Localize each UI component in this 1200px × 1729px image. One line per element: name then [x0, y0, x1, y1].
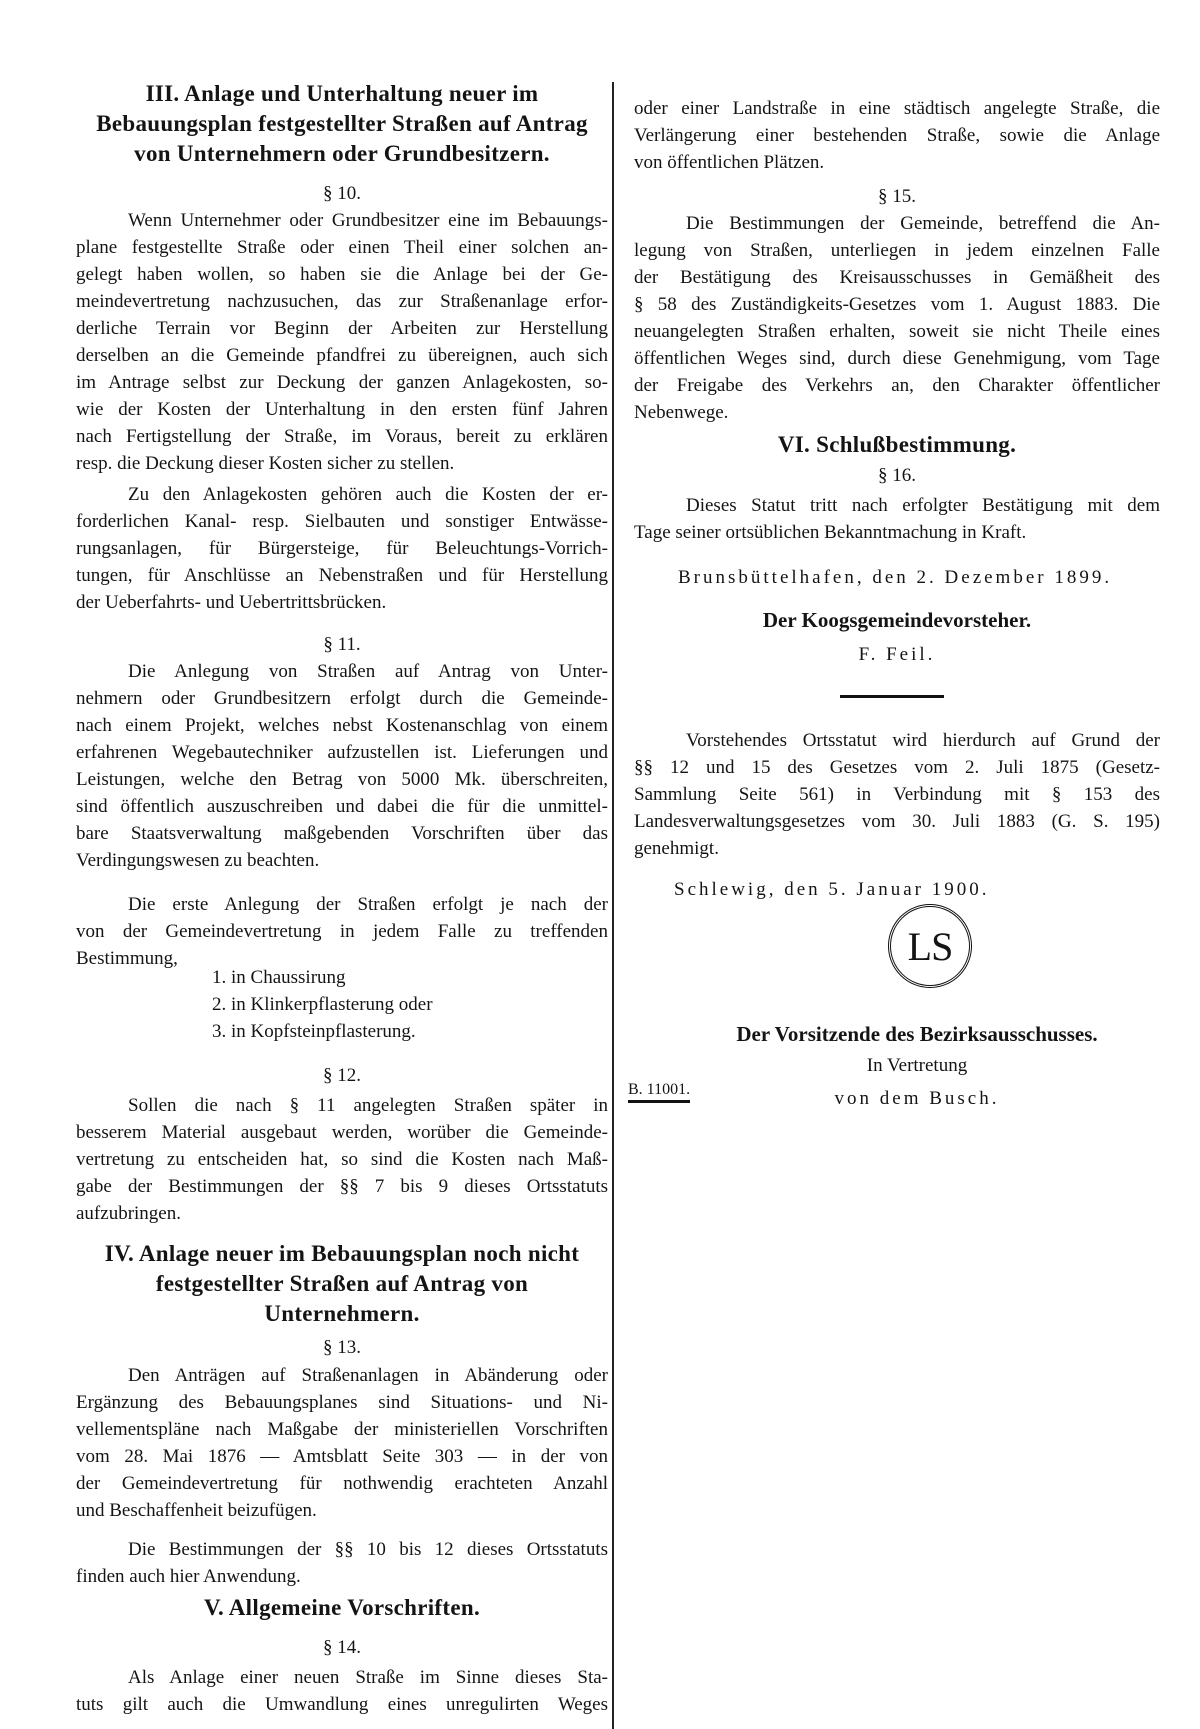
text-line: nehmern oder Grundbesitzern erfolgt durch die Gemeinde-	[76, 688, 608, 709]
text-line: § 58 des Zuständigkeits-Gesetzes vom 1. August 1883. Die	[634, 294, 1160, 315]
section-heading-iv	[76, 1239, 608, 1329]
text-line: Unternehmern.	[264, 1301, 420, 1326]
text-line: oder einer Landstraße in eine städtisch angelegte Straße, die	[634, 98, 1160, 119]
text-line: Nebenwege.	[634, 402, 729, 423]
signer-name-busch: von dem Busch.	[834, 1088, 1000, 1109]
text-line: erfahrenen Wegebautechniker aufzustellen ist. Lieferungen und	[76, 742, 608, 763]
text-line: Die Bestimmungen der Gemeinde, betreffend die An-	[686, 213, 1160, 234]
text-line: Verlängerung einer bestehenden Straße, sowie die Anlage	[634, 125, 1160, 146]
section-heading-vi	[634, 430, 1160, 460]
text-line: gabe der Bestimmungen der §§ 7 bis 9 dieses Ortsstatuts	[76, 1176, 608, 1197]
text-line: der Gemeindevertretung für nothwendig erachteten Anzahl	[76, 1473, 608, 1494]
text-line: Als Anlage einer neuen Straße im Sinne dieses Sta-	[128, 1667, 608, 1688]
text-line: öffentlichen Weges sind, durch diese Genehmigung, vom Tage	[634, 348, 1160, 369]
text-line: neuangelegten Straßen erhalten, soweit sie nicht Theile eines	[634, 321, 1160, 342]
text-line: plane festgestellte Straße oder einen Theil einer solchen an-	[76, 237, 608, 258]
paragraph-13-reference	[76, 1536, 608, 1590]
text-line: rungsanlagen, für Bürgersteige, für Beleuchtungs-Vorrich-	[76, 538, 608, 559]
text-line: der Ueberfahrts- und Uebertrittsbrücken.	[76, 592, 387, 613]
text-line: Zu den Anlagekosten gehören auch die Kosten der er-	[128, 484, 608, 505]
text-line: vom 28. Mai 1876 — Amtsblatt Seite 303 — in der von	[76, 1446, 608, 1467]
text-line: von öffentlichen Plätzen.	[634, 152, 825, 173]
text-line: V. Allgemeine Vorschriften.	[204, 1595, 480, 1620]
text-line: 2. in Klinkerpflasterung oder	[212, 994, 433, 1015]
separator-rule	[840, 695, 944, 698]
text-line: Bestimmung,	[76, 948, 178, 969]
paragraph-number-15: § 15.	[878, 186, 916, 207]
text-line: sind öffentlich auszuschreiben und dabei die für die unmittel-	[76, 796, 608, 817]
text-line: von Unternehmern oder Grundbesitzern.	[134, 141, 550, 166]
text-line: der Bestätigung des Kreisausschusses in Gemäßheit des	[634, 267, 1160, 288]
text-line: besserem Material ausgebaut werden, worüber die Gemeinde-	[76, 1122, 608, 1143]
paragraph-10-text	[76, 207, 608, 477]
seal-lettering: LS	[907, 923, 953, 969]
text-line: im Antrage selbst zur Deckung der ganzen Anlagekosten, so-	[76, 372, 608, 393]
text-line: Den Anträgen auf Straßenanlagen in Abänderung oder	[128, 1365, 608, 1386]
paragraph-number-11: § 11.	[323, 634, 361, 655]
document-reference-number: B. 11001.	[628, 1081, 690, 1103]
paragraph-number-16: § 16.	[878, 465, 916, 486]
signer-title-koogsgemeindevorsteher: Der Koogsgemeindevorsteher.	[762, 608, 1032, 632]
text-line: §§ 12 und 15 des Gesetzes vom 2. Juli 1875 (Gesetz-	[634, 757, 1160, 778]
section-heading-iii	[76, 79, 608, 169]
text-line: Tage seiner ortsüblichen Bekanntmachung in Kraft.	[634, 522, 1027, 543]
text-line: legung von Straßen, unterliegen in jedem einzelnen Falle	[634, 240, 1160, 261]
paragraph-11-text	[76, 658, 608, 874]
paragraph-14-text	[76, 1664, 608, 1718]
place-date-schlewig: Schlewig, den 5. Januar 1900.	[674, 879, 990, 900]
text-line: vertretung zu entscheiden hat, so sind die Kosten nach Maß-	[76, 1149, 608, 1170]
text-line: Die Bestimmungen der §§ 10 bis 12 dieses Ortsstatuts	[128, 1539, 608, 1560]
paragraph-number-10: § 10.	[323, 183, 361, 204]
text-line: wie der Kosten der Unterhaltung in den ersten fünf Jahren	[76, 399, 608, 420]
text-line: IV. Anlage neuer im Bebauungsplan noch nicht	[104, 1241, 580, 1266]
paragraph-10-costs	[76, 481, 608, 616]
text-line: resp. die Deckung dieser Kosten sicher zu stellen.	[76, 453, 455, 474]
text-line: 3. in Kopfsteinpflasterung.	[212, 1021, 416, 1042]
text-line: forderlichen Kanal- resp. Sielbauten und sonstiger Entwässe-	[76, 511, 608, 532]
text-line: vellementspläne nach Maßgabe der ministeriellen Vorschriften	[76, 1419, 608, 1440]
paragraph-13-text	[76, 1362, 608, 1524]
text-line: aufzubringen.	[76, 1203, 181, 1224]
text-line: Vorstehendes Ortsstatut wird hierdurch auf Grund der	[686, 730, 1160, 751]
signer-name-feil: F. Feil.	[858, 644, 936, 665]
signer-role: In Vertretung	[866, 1055, 968, 1076]
text-line: tuts gilt auch die Umwandlung eines unregulirten Weges	[76, 1694, 608, 1715]
column-divider	[612, 82, 614, 1729]
text-line: bare Staatsverwaltung maßgebenden Vorschriften über das	[76, 823, 608, 844]
text-line: derselben an die Gemeinde pfandfrei zu übereignen, auch sich	[76, 345, 608, 366]
paragraph-number-14: § 14.	[323, 1637, 361, 1658]
paragraph-14-continued	[634, 95, 1160, 176]
paragraph-number-13: § 13.	[323, 1337, 361, 1358]
text-line: Dieses Statut tritt nach erfolgter Bestätigung mit dem	[686, 495, 1160, 516]
text-line: Landesverwaltungsgesetzes vom 30. Juli 1883 (G. S. 195)	[634, 811, 1160, 832]
text-line: Die erste Anlegung der Straßen erfolgt je nach der	[128, 894, 608, 915]
text-line: genehmigt.	[634, 838, 719, 859]
text-line: meindevertretung nachzusuchen, das zur Straßenanlage erfor-	[76, 291, 608, 312]
approval-text	[634, 727, 1160, 862]
text-line: der Freigabe des Verkehrs an, den Charakter öffentlicher	[634, 375, 1160, 396]
text-line: nach Fertigstellung der Straße, im Voraus, bereit zu erklären	[76, 426, 608, 447]
text-line: III. Anlage und Unterhaltung neuer im	[145, 81, 539, 106]
paving-options-list	[212, 964, 512, 1045]
paragraph-number-12: § 12.	[323, 1065, 361, 1086]
paragraph-11-first-construction	[76, 891, 608, 972]
text-line: Sollen die nach § 11 angelegten Straßen später in	[128, 1095, 608, 1116]
section-heading-v	[76, 1593, 608, 1623]
text-line: finden auch hier Anwendung.	[76, 1566, 301, 1587]
text-line: Bebauungsplan festgestellter Straßen auf Antrag	[96, 111, 588, 136]
text-line: Leistungen, welche den Betrag von 5000 Mk. überschreiten,	[76, 769, 608, 790]
signer-title-bezirksausschuss: Der Vorsitzende des Bezirksausschusses.	[736, 1022, 1098, 1046]
text-line: tungen, für Anschlüsse an Nebenstraßen und für Herstellung	[76, 565, 608, 586]
place-date-brunsbuettelhafen: Brunsbüttelhafen, den 2. Dezember 1899.	[678, 567, 1113, 588]
text-line: festgestellter Straßen auf Antrag von	[155, 1271, 529, 1296]
text-line: von der Gemeindevertretung in jedem Falle zu treffenden	[76, 921, 608, 942]
text-line: Wenn Unternehmer oder Grundbesitzer eine im Bebauungs-	[128, 210, 608, 231]
text-line: und Beschaffenheit beizufügen.	[76, 1500, 317, 1521]
paragraph-12-text	[76, 1092, 608, 1227]
text-line: nach einem Projekt, welches nebst Kostenanschlag von einem	[76, 715, 608, 736]
paragraph-16-text	[634, 492, 1160, 546]
text-line: 1. in Chaussirung	[212, 967, 346, 988]
seal-stamp	[888, 904, 972, 988]
text-line: Verdingungswesen zu beachten.	[76, 850, 320, 871]
text-line: derliche Terrain vor Beginn der Arbeiten zur Herstellung	[76, 318, 608, 339]
text-line: Die Anlegung von Straßen auf Antrag von Unter-	[128, 661, 608, 682]
text-line: Sammlung Seite 561) in Verbindung mit § 153 des	[634, 784, 1160, 805]
text-line: VI. Schlußbestimmung.	[777, 432, 1017, 457]
text-line: gelegt haben wollen, so haben sie die Anlage bei der Ge-	[76, 264, 608, 285]
text-line: Ergänzung des Bebauungsplanes sind Situations- und Ni-	[76, 1392, 608, 1413]
paragraph-15-text	[634, 210, 1160, 426]
